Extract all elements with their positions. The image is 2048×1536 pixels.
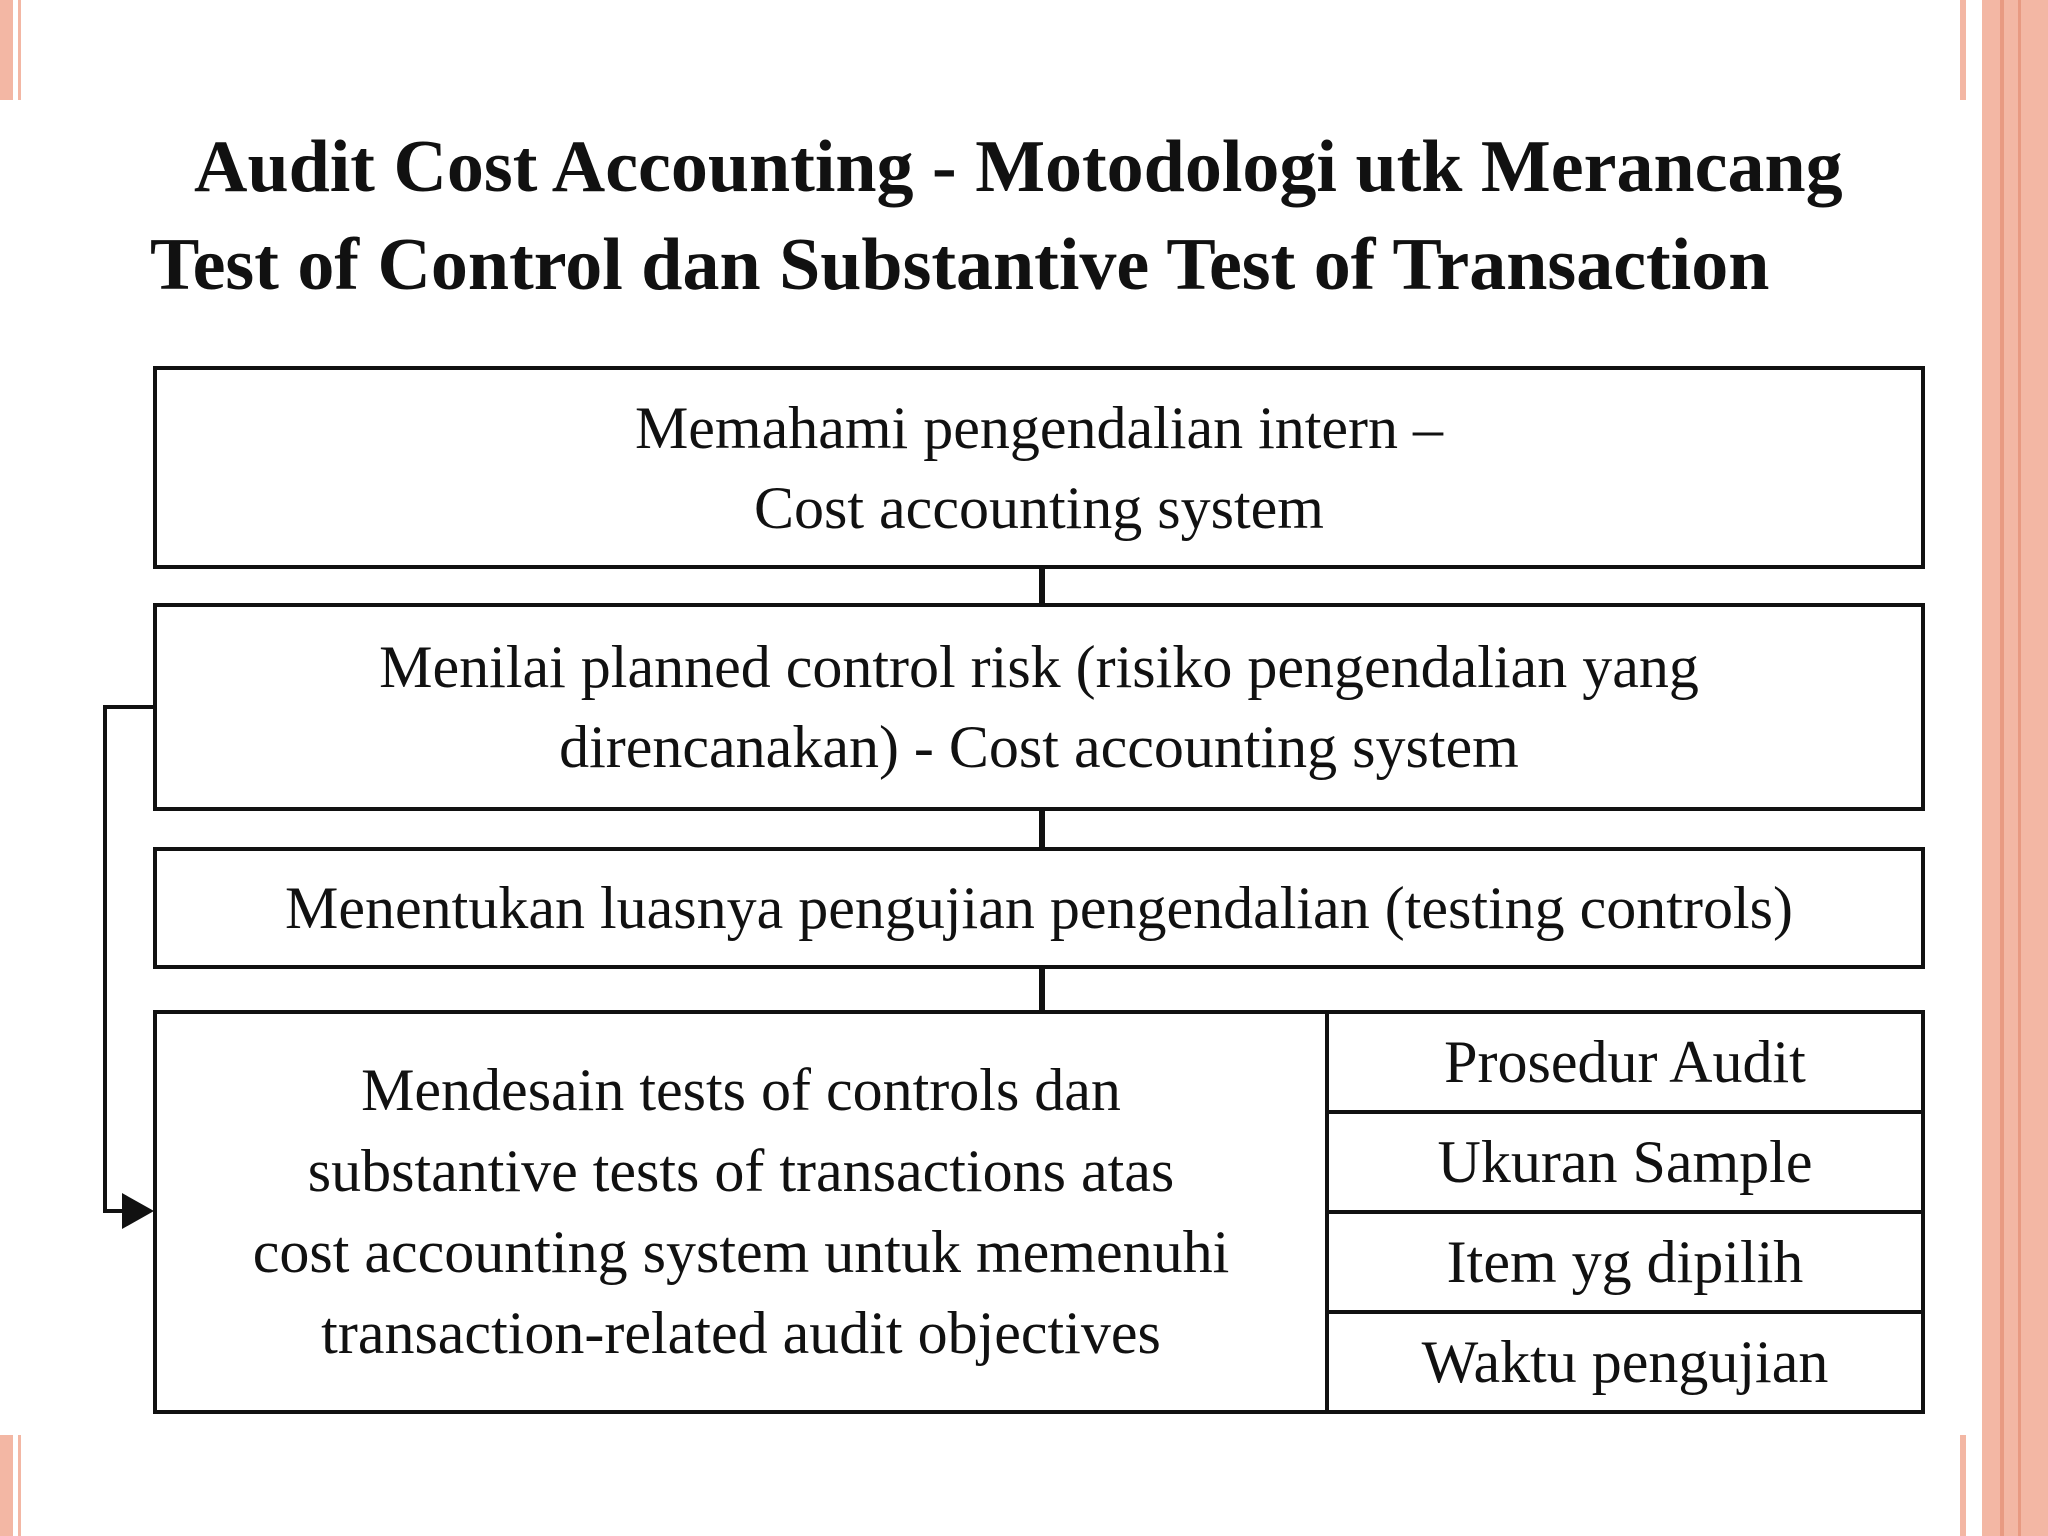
step-2-line-2: direncanakan) - Cost accounting system <box>559 714 1519 780</box>
audit-decision-item: Waktu pengujian <box>1421 1329 1829 1395</box>
step-4-line-4: transaction-related audit objectives <box>321 1300 1161 1366</box>
step-box-design-tests <box>153 1010 1925 1414</box>
loop-line-top <box>103 705 155 709</box>
step-4-line-1: Mendesain tests of controls dan <box>361 1057 1121 1123</box>
loop-line-vertical <box>103 705 107 1213</box>
step-2-line-1: Menilai planned control risk (risiko pengendalian yang <box>379 634 1699 700</box>
step-4-line-2: substantive tests of transactions atas <box>307 1138 1175 1204</box>
audit-decision-item: Item yg dipilih <box>1329 1214 1921 1314</box>
slide-title-line-2: Test of Control dan Substantive Test of Transaction <box>150 224 1770 306</box>
slide-title <box>150 118 1980 314</box>
audit-decision-item: Ukuran Sample <box>1329 1114 1921 1214</box>
connector-line-3-4 <box>1039 969 1045 1010</box>
connector-line-2-3 <box>1039 811 1045 847</box>
step-box-assess-control-risk <box>153 603 1925 811</box>
step-box-understand-internal-control <box>153 366 1925 569</box>
slide-frame-right-bar <box>1982 0 2048 1536</box>
connector-line-1-2 <box>1039 569 1045 603</box>
audit-decision-item: Prosedur Audit <box>1329 1014 1921 1114</box>
step-4-line-3: cost accounting system untuk memenuhi <box>252 1219 1230 1285</box>
step-1-line-2: Cost accounting system <box>754 474 1324 541</box>
step-box-determine-testing-extent <box>153 847 1925 969</box>
loop-arrow-icon <box>122 1193 154 1229</box>
design-tests-description <box>157 1014 1325 1410</box>
slide-frame-right-stripe-2 <box>2018 0 2021 1536</box>
slide-title-line-1: Audit Cost Accounting - Motodologi utk Merancang <box>194 126 1843 208</box>
audit-decision-list <box>1325 1014 1921 1410</box>
step-3-line-1: Menentukan luasnya pengujian pengendalian (testing controls) <box>285 875 1793 941</box>
step-1-line-1: Memahami pengendalian intern – <box>634 394 1444 461</box>
slide-frame-right-stripe <box>2000 0 2004 1536</box>
